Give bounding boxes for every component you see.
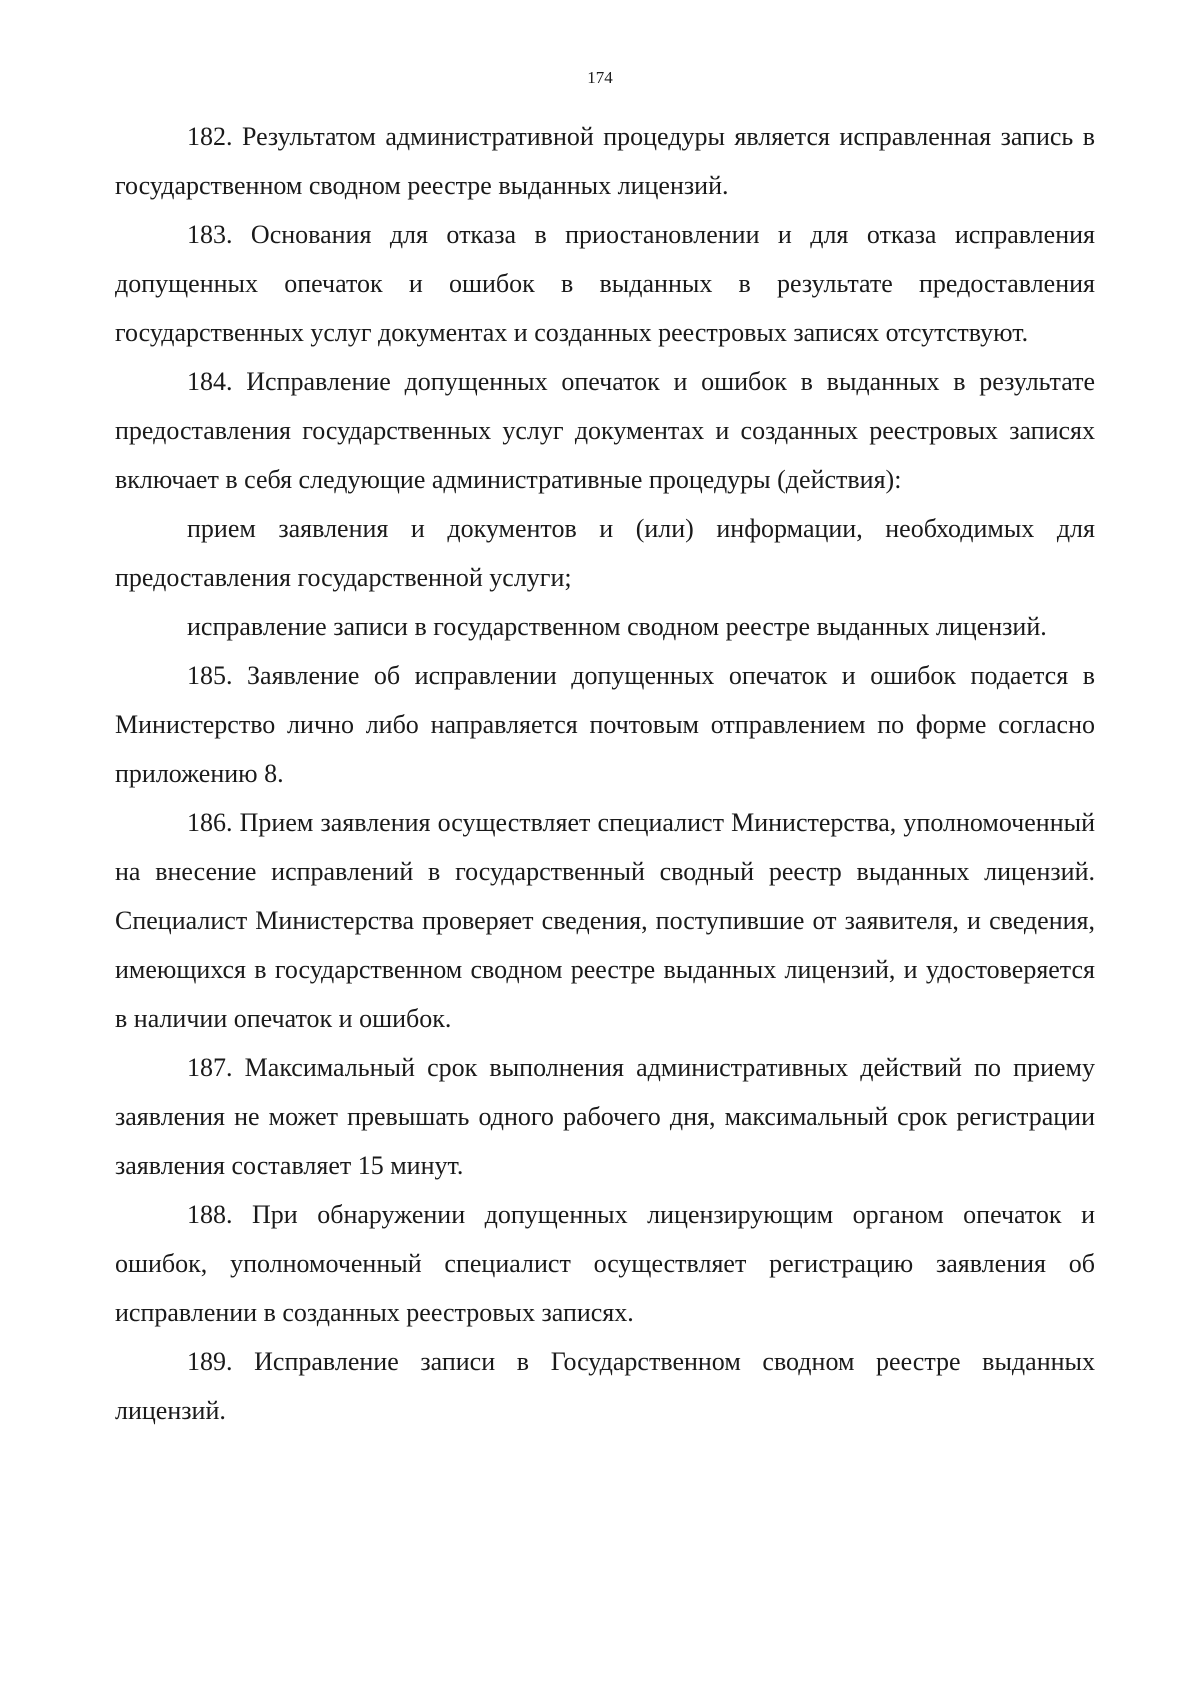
paragraph-184: 184. Исправление допущенных опечаток и ошибок в выданных в результате предоставления государственных услуг документах и созданных реестровых записях включает в себя следующие административные процедуры (действия): <box>115 367 1095 494</box>
paragraph-183: 183. Основания для отказа в приостановлении и для отказа исправления допущенных опечаток и ошибок в выданных в результате предоставления государственных услуг документах и созданных реестровых записях отсутствуют. <box>115 220 1095 347</box>
document-body <box>115 112 1095 1435</box>
page-number: 174 <box>587 68 613 87</box>
paragraph-182: 182. Результатом административной процедуры является исправленная запись в государственном сводном реестре выданных лицензий. <box>115 122 1095 200</box>
paragraph-189: 189. Исправление записи в Государственном сводном реестре выданных лицензий. <box>115 1347 1095 1425</box>
paragraph-185: 185. Заявление об исправлении допущенных опечаток и ошибок подается в Министерство лично либо направляется почтовым отправлением по форме согласно приложению 8. <box>115 661 1095 788</box>
paragraph-186: 186. Прием заявления осуществляет специалист Министерства, уполномоченный на внесение исправлений в государственный сводный реестр выданных лицензий. Специалист Министерства проверяет сведения, поступившие от заявителя, и сведения, имеющихся в государственном сводном реестре выданных лицензий, и удостоверяется в наличии опечаток и ошибок. <box>115 808 1095 1033</box>
paragraph-188: 188. При обнаружении допущенных лицензирующим органом опечаток и ошибок, уполномоченный специалист осуществляет регистрацию заявления об исправлении в созданных реестровых записях. <box>115 1200 1095 1327</box>
paragraph-184-item-1: прием заявления и документов и (или) информации, необходимых для предоставления государственной услуги; <box>115 514 1095 592</box>
paragraph-184-item-2: исправление записи в государственном сводном реестре выданных лицензий. <box>187 612 1047 641</box>
paragraph-187: 187. Максимальный срок выполнения административных действий по приему заявления не может превышать одного рабочего дня, максимальный срок регистрации заявления составляет 15 минут. <box>115 1053 1095 1180</box>
